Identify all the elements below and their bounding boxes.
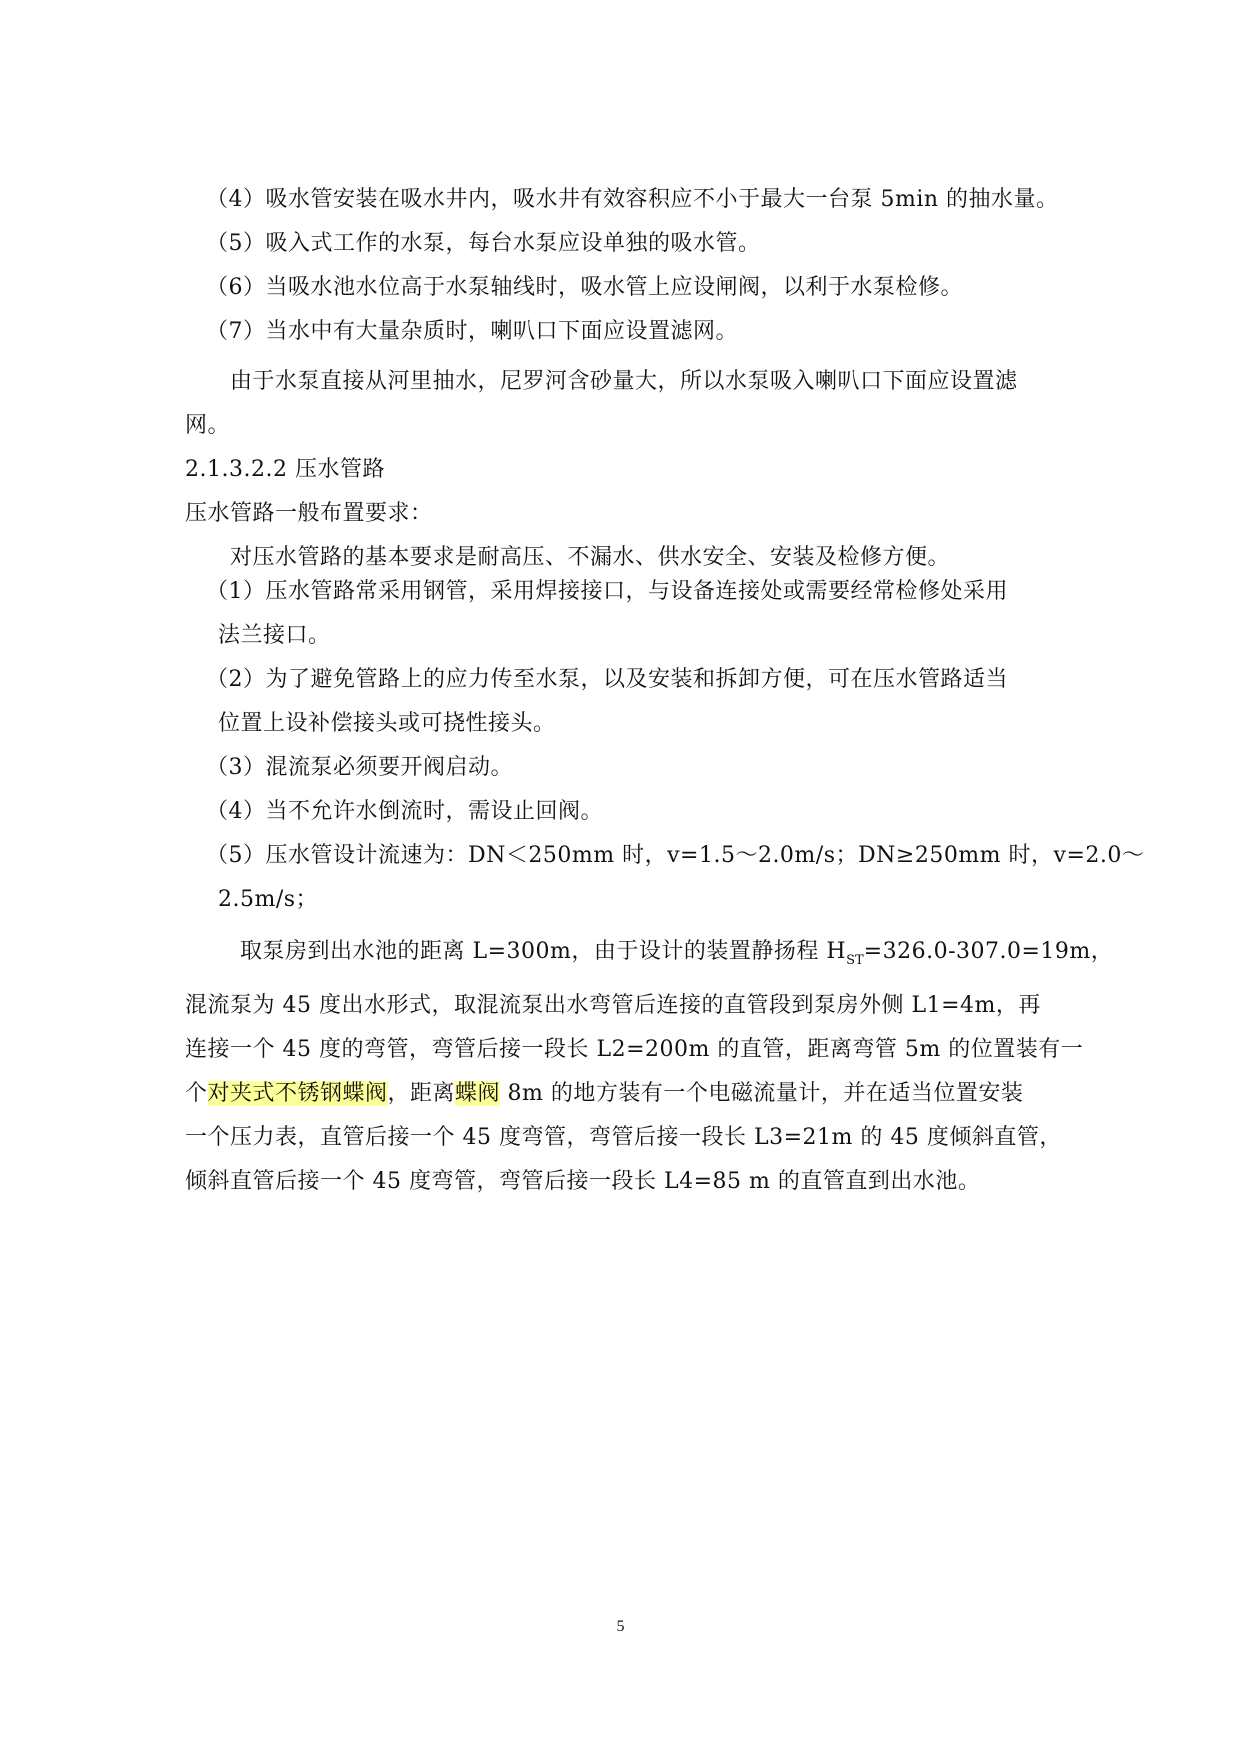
item-number: （6） — [206, 275, 266, 300]
item-number: （1） — [206, 579, 266, 604]
item-text: 压水管设计流速为：DN＜250mm 时，v=1.5～2.0m/s；DN≥250mm 时，v=2.0～ — [265, 843, 1145, 868]
highlighted-text: 对夹式不锈钢蝶阀 — [207, 1081, 388, 1106]
item-text: 压水管路常采用钢管，采用焊接接口，与设备连接处或需要经常检修处采用 — [265, 579, 1009, 604]
list-item — [206, 185, 1059, 215]
list-item-continuation: 位置上设补偿接头或可挠性接头。 — [218, 711, 556, 736]
page-number: 5 — [616, 1618, 625, 1635]
list-item — [206, 797, 603, 827]
list-item — [206, 753, 513, 783]
item-text: 吸入式工作的水泵，每台水泵应设单独的吸水管。 — [265, 231, 761, 256]
item-text: 当不允许水倒流时，需设止回阀。 — [265, 799, 604, 824]
item-text: 当吸水池水位高于水泵轴线时，吸水管上应设闸阀，以利于水泵检修。 — [265, 275, 964, 300]
list-item-continuation: 法兰接口。 — [218, 623, 331, 648]
item-number: （5） — [206, 231, 266, 256]
text-run: 取泵房到出水池的距离 L=300m，由于设计的装置静扬程 H — [240, 939, 847, 964]
subheading: 压水管路一般布置要求： — [185, 501, 433, 526]
paragraph-line: 网。 — [185, 413, 231, 438]
item-number: （4） — [206, 187, 266, 212]
text-run: 个 — [185, 1081, 208, 1106]
text-run: ，距离 — [387, 1081, 456, 1106]
list-item-continuation: 2.5m/s； — [218, 887, 319, 912]
item-text: 吸水管安装在吸水井内，吸水井有效容积应不小于最大一台泵 5min 的抽水量。 — [265, 187, 1059, 212]
item-text: 混流泵必须要开阀启动。 — [265, 755, 514, 780]
text-run: 8m 的地方装有一个电磁流量计，并在适当位置安装 — [500, 1081, 1024, 1106]
list-item — [206, 273, 963, 303]
paragraph-line: 混流泵为 45 度出水形式，取混流泵出水弯管后连接的直管段到泵房外侧 L1=4m，再 — [185, 993, 1041, 1018]
item-text: 当水中有大量杂质时，喇叭口下面应设置滤网。 — [265, 319, 739, 344]
paragraph-line: 连接一个 45 度的弯管，弯管后接一段长 L2=200m 的直管，距离弯管 5m 的位置装有一 — [185, 1037, 1084, 1062]
list-item — [206, 841, 1144, 871]
item-number: （5） — [206, 843, 266, 868]
list-item — [206, 317, 738, 347]
paragraph-line — [240, 937, 1113, 976]
item-number: （2） — [206, 667, 266, 692]
list-item — [206, 229, 761, 259]
paragraph-line: 由于水泵直接从河里抽水，尼罗河含砂量大，所以水泵吸入喇叭口下面应设置滤 — [230, 369, 1018, 394]
item-text: 为了避免管路上的应力传至水泵，以及安装和拆卸方便，可在压水管路适当 — [265, 667, 1009, 692]
list-item — [206, 665, 1008, 695]
item-number: （4） — [206, 799, 266, 824]
item-number: （7） — [206, 319, 266, 344]
intro-text: 对压水管路的基本要求是耐高压、不漏水、供水安全、安装及检修方便。 — [230, 545, 951, 570]
list-item — [206, 577, 1008, 607]
paragraph-line — [185, 1079, 1023, 1109]
paragraph-line: 一个压力表，直管后接一个 45 度弯管，弯管后接一段长 L3=21m 的 45 度倾斜直管， — [185, 1125, 1062, 1150]
item-number: （3） — [206, 755, 266, 780]
text-run: =326.0-307.0=19m， — [863, 939, 1114, 964]
highlighted-text: 蝶阀 — [455, 1081, 501, 1106]
subscript: ST — [846, 953, 864, 968]
paragraph-line: 倾斜直管后接一个 45 度弯管，弯管后接一段长 L4=85 m 的直管直到出水池。 — [185, 1169, 981, 1194]
section-heading: 2.1.3.2.2 压水管路 — [185, 457, 385, 482]
